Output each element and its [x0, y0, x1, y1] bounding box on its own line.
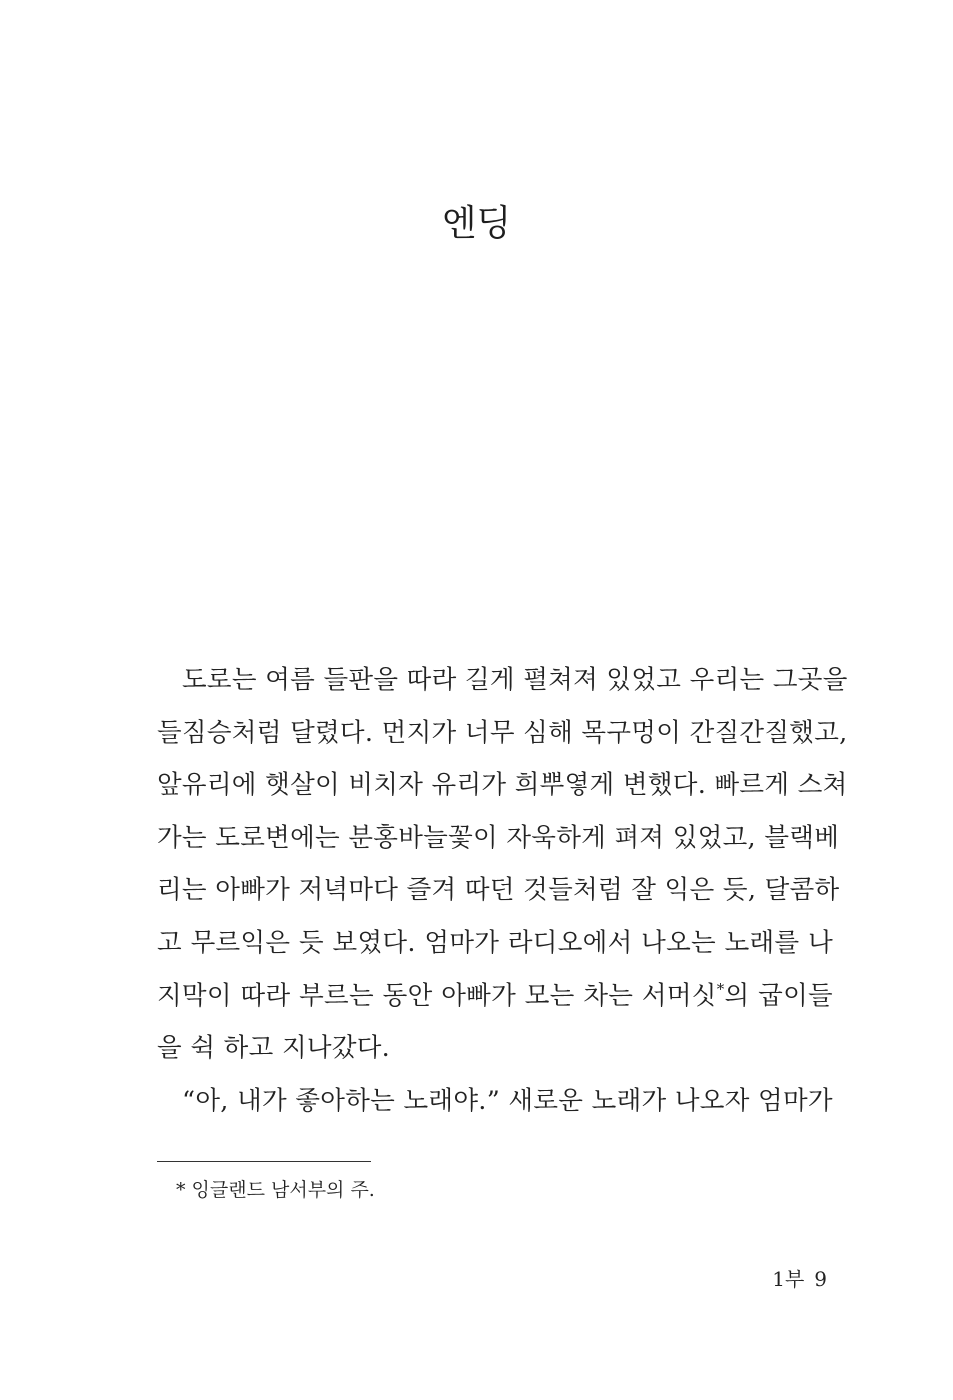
- text-line-7-before-note: 지막이 따라 부르는 동안 아빠가 모는 차는 서머싯: [157, 980, 717, 1011]
- part-label: 1부: [772, 1267, 805, 1291]
- footnote-divider: [157, 1161, 371, 1162]
- text-line-2: 들짐승처럼 달렸다. 먼지가 너무 심해 목구멍이 간질간질했고,: [157, 717, 848, 748]
- text-line-1: 도로는 여름 들판을 따라 길게 펼쳐져 있었고 우리는 그곳을: [182, 665, 848, 695]
- text-line-7: [157, 970, 833, 1023]
- text-line-8: 을 쉭 하고 지나갔다.: [157, 1033, 391, 1064]
- text-line-3: 앞유리에 햇살이 비치자 유리가 희뿌옇게 변했다. 빠르게 스쳐: [157, 770, 848, 801]
- text-line-6: 고 무르익은 듯 보였다. 엄마가 라디오에서 나오는 노래를 나: [157, 927, 833, 958]
- page-footer: [772, 1264, 827, 1294]
- text-line-7-after-note: 의 굽이들: [724, 980, 833, 1011]
- footnote-marker: *: [716, 979, 725, 998]
- page-number: 9: [814, 1267, 827, 1291]
- text-line-5: 리는 아빠가 저녁마다 즐겨 따던 것들처럼 잘 익은 듯, 달콤하: [157, 875, 840, 906]
- text-line-4: 가는 도로변에는 분홍바늘꽃이 자욱하게 펴져 있었고, 블랙베: [157, 822, 840, 853]
- text-line-9: “아, 내가 좋아하는 노래야.” 새로운 노래가 나오자 엄마가: [182, 1085, 833, 1116]
- body-paragraphs: [157, 654, 848, 1127]
- chapter-title: 엔딩: [441, 203, 512, 244]
- footnote-text: * 잉글랜드 남서부의 주.: [176, 1179, 375, 1201]
